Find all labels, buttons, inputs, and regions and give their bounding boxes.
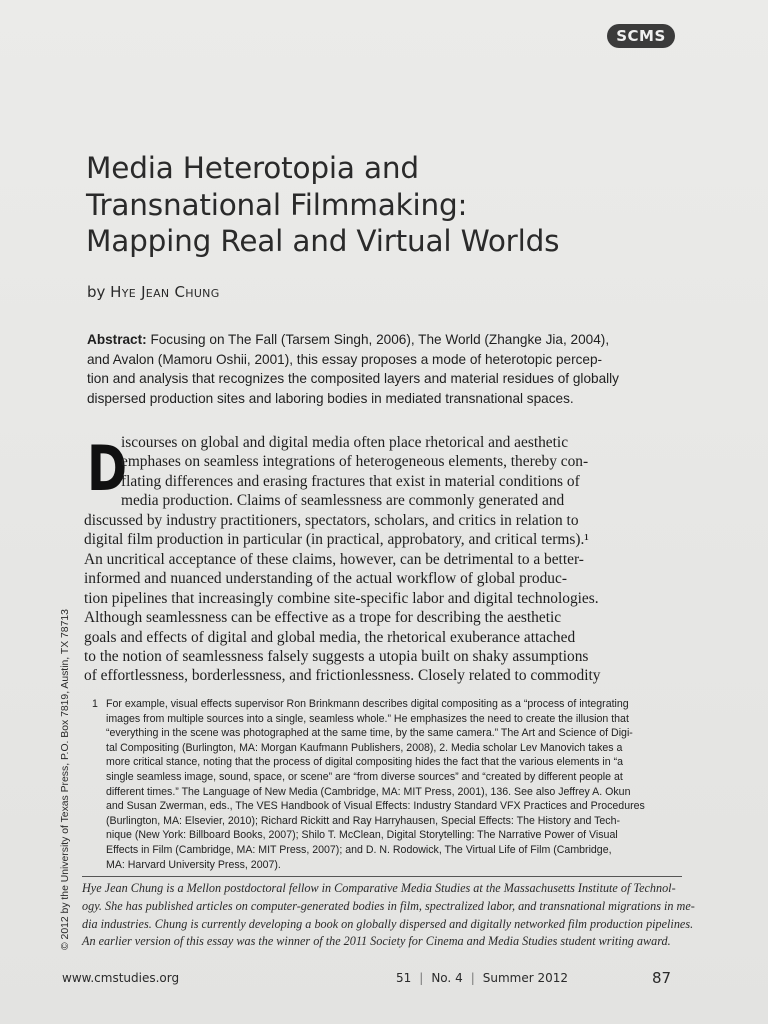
bio-line: An earlier version of this essay was the winner of the 2011 Society for Cinema and Media Studies student writing award. xyxy=(82,934,671,949)
body-line: to the notion of seamlessness falsely suggests a utopia built on shaky assumptions xyxy=(84,647,589,665)
body-line: emphases on seamless integrations of heterogeneous elements, thereby con- xyxy=(121,453,589,471)
abstract xyxy=(87,330,683,409)
footnote-line: tal Compositing (Burlington, MA: Morgan Kaufmann Publishers, 2008), 2. Media scholar Lev Manovich takes a xyxy=(106,741,623,754)
body-line: media production. Claims of seamlessness are commonly generated and xyxy=(121,492,565,510)
title-line: Mapping Real and Virtual Worlds xyxy=(86,224,560,258)
bio-line: dia industries. Chung is currently developing a book on globally dispersed and digitally networked film production pipelines. xyxy=(82,916,694,931)
issue-season: Summer 2012 xyxy=(482,971,569,985)
separator: | xyxy=(470,971,475,985)
title-line: Media Heterotopia and xyxy=(86,151,419,185)
separator: | xyxy=(419,971,424,985)
abstract-line: and Avalon (Mamoru Oshii, 2001), this essay proposes a mode of heterotopic percep- xyxy=(87,351,603,367)
footnote-line: single seamless image, sound, space, or scene” are “from diverse sources” and “created by different people at xyxy=(106,770,623,783)
footnote-line: and Susan Zwerman, eds., The VES Handbook of Visual Effects: Industry Standard VFX Practices and Procedures xyxy=(106,800,645,813)
body-line: of effortlessness, borderlessness, and frictionlessness. Closely related to commodity xyxy=(84,667,601,685)
body-line: digital film production in particular (in practical, approbatory, and critical terms).¹ xyxy=(84,531,589,549)
footnote-line: For example, visual effects supervisor Ron Brinkmann describes digital compositing as a “process of integrating xyxy=(106,698,629,710)
volume-number: 51 xyxy=(396,971,412,985)
footnote-line: different times.” The Language of New Media (Cambridge, MA: MIT Press, 2001), 136. See also Jeffrey A. Okun xyxy=(106,785,631,798)
footnote-line: Effects in Film (Cambridge, MA: MIT Press, 2007); and D. N. Rodowick, The Virtual Life of Film (Cambridge, xyxy=(106,843,612,856)
body-line: An uncritical acceptance of these claims, however, can be detrimental to a better- xyxy=(84,550,584,568)
footnote-line: MA: Harvard University Press, 2007). xyxy=(106,858,281,871)
footnote-line: images from multiple sources into a single, seamless whole.” He emphasizes the need to create the illusion that xyxy=(106,712,629,725)
bio-line: Hye Jean Chung is a Mellon postdoctoral fellow in Comparative Media Studies at the Massachusetts Institute of Technol- xyxy=(82,881,676,895)
article-title xyxy=(86,150,686,260)
bio-line: ogy. She has published articles on computer-generated bodies in film, spectralized labor, and transnational migrations in me- xyxy=(82,898,695,913)
copyright-text: © 2012 by the University of Texas Press, P.O. Box 7819, Austin, TX 78713 xyxy=(60,609,71,950)
body-line: tion pipelines that increasingly combine site-specific labor and digital technologies. xyxy=(84,589,599,607)
footnote-line: nique (New York: Billboard Books, 2007); Shilo T. McClean, Digital Storytelling: The Narrative Power of Visual xyxy=(106,829,618,842)
byline xyxy=(87,283,220,301)
body-line: flating differences and erasing fractures that exist in material conditions of xyxy=(121,472,580,490)
body-line: discussed by industry practitioners, spectators, scholars, and critics in relation to xyxy=(84,511,579,529)
page-number: 87 xyxy=(652,969,672,987)
abstract-line: dispersed production sites and laboring bodies in mediated transnational spaces. xyxy=(87,391,574,407)
byline-prefix: by xyxy=(87,283,111,301)
body-line: Although seamlessness can be effective as a trope for describing the aesthetic xyxy=(84,609,562,627)
title-line: Transnational Filmmaking: xyxy=(86,187,468,222)
body-line: iscourses on global and digital media often place rhetorical and aesthetic xyxy=(121,434,569,451)
scms-logo: SCMS xyxy=(607,24,675,48)
body-text xyxy=(84,433,684,686)
abstract-label: Abstract: xyxy=(87,332,147,347)
abstract-line: tion and analysis that recognizes the composited layers and material residues of globally xyxy=(87,371,619,387)
journal-website: www.cmstudies.org xyxy=(62,971,180,985)
footnote-line: (Burlington, MA: Elsevier, 2010); Richard Rickitt and Ray Harryhausen, Special Effects: The History and Tech- xyxy=(106,814,621,827)
drop-cap: D xyxy=(87,432,128,505)
footnote-line: more critical stance, noting that the process of digital compositing hides the fact that the various elements in “a xyxy=(106,756,624,769)
bio-divider xyxy=(82,876,682,877)
author-name: Hye Jean Chung xyxy=(110,283,220,301)
footnote-line: “everything in the scene was photographed at the same time, by the same camera.” The Art and Science of Digi- xyxy=(106,727,633,740)
body-line: goals and effects of digital and global media, the rhetorical exuberance attached xyxy=(84,628,576,646)
author-bio xyxy=(82,880,695,951)
abstract-line: Focusing on The Fall (Tarsem Singh, 2006), The World (Zhangke Jia, 2004), xyxy=(146,332,610,347)
body-line: informed and nuanced understanding of the actual workflow of global produc- xyxy=(84,570,567,588)
issue-number: No. 4 xyxy=(431,971,463,985)
footnote-text xyxy=(106,697,645,872)
issue-info xyxy=(396,971,568,985)
footnote-number: 1 xyxy=(92,698,98,710)
